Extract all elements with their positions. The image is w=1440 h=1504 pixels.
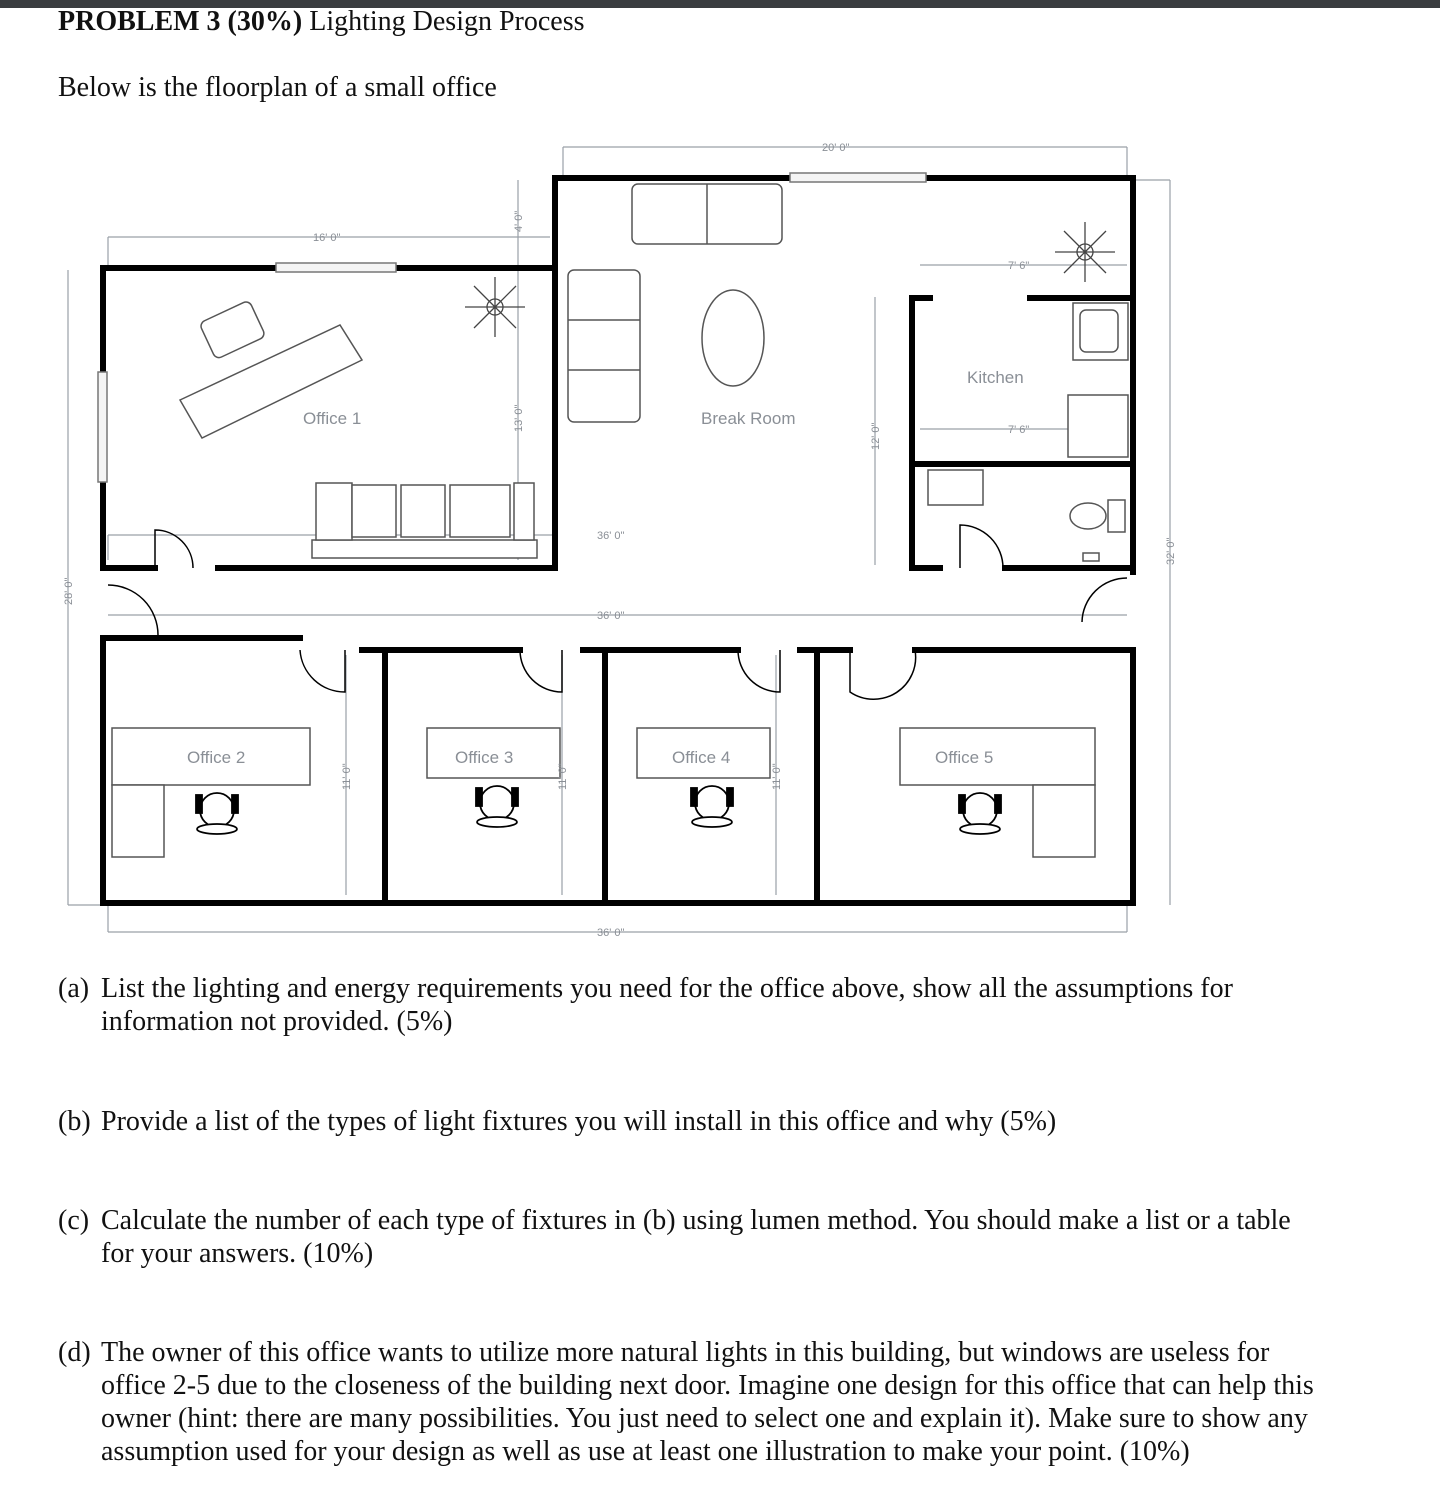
question-label: (a): [58, 973, 90, 1004]
dim-kitchen-width-top: 7' 6": [1008, 260, 1030, 272]
dim-office-depth-1: 11' 0": [341, 763, 353, 790]
question-text: Provide a list of the types of light fixtures you will install in this office and why (5%): [101, 1106, 1057, 1137]
question-text: Calculate the number of each type of fixtures in (b) using lumen method. You should make a list or a table for your answers. (10%): [101, 1205, 1291, 1269]
question-text: List the lighting and energy requirements you need for the office above, show all the assumptions for information not provided. (5%): [101, 973, 1233, 1037]
question-text: The owner of this office wants to utilize more natural lights in this building, but windows are useless for office 2-5 due to the closeness of the building next door. Imagine one design for this office that can help this owner (hint: there are many possibilities. You just need to select one and explain it). Make sure to show any assumption used for your design as well as use at least one illustration to make your point. (10%): [101, 1337, 1314, 1467]
problem-label: PROBLEM 3 (30%): [58, 6, 303, 37]
room-label-office5: Office 5: [935, 748, 994, 767]
room-label-office3: Office 3: [455, 748, 514, 767]
dim-right-height: 32' 0": [1165, 537, 1177, 565]
office5-desk: [900, 728, 1095, 785]
dim-mid-width-a: 36' 0": [597, 530, 625, 542]
room-label-office2: Office 2: [187, 748, 246, 767]
plant-icon: [465, 277, 525, 337]
dim-kitchen-width-mid: 7' 6": [1008, 424, 1030, 436]
dim-office-depth-3: 11' 0": [771, 763, 783, 790]
office-chairs: [196, 786, 1001, 834]
question-label: (b): [58, 1106, 91, 1137]
dim-office-depth-2: 11' 0": [557, 763, 569, 790]
question-label: (c): [58, 1205, 90, 1236]
break-room-couch: [568, 270, 640, 422]
room-label-kitchen: Kitchen: [967, 368, 1024, 387]
office1-chair: [199, 300, 266, 359]
plant-icon: [1055, 222, 1115, 282]
dim-top-width: 20' 0": [822, 142, 850, 154]
break-room-table: [702, 290, 764, 386]
room-label-office1: Office 1: [303, 409, 362, 428]
dim-bottom-width: 36' 0": [597, 927, 625, 939]
office1-sofa-base: [312, 540, 537, 558]
intro-text: Below is the floorplan of a small office: [58, 72, 497, 103]
question-label: (d): [58, 1337, 91, 1368]
problem-title: Lighting Design Process: [309, 6, 585, 37]
dim-office1-top: 4' 0": [513, 210, 525, 232]
dim-office1-width: 16' 0": [313, 232, 341, 244]
toilet: [1070, 503, 1106, 529]
dim-mid-width-b: 36' 0": [597, 610, 625, 622]
room-label-break-room: Break Room: [701, 409, 796, 428]
dim-office1-height: 13' 0": [513, 404, 525, 432]
dim-left-height: 28' 0": [63, 577, 75, 605]
bathroom-sink: [928, 470, 983, 505]
kitchen-counter: [1068, 395, 1128, 457]
room-label-office4: Office 4: [672, 748, 731, 767]
dim-kitchen-height: 12' 0": [870, 422, 882, 450]
